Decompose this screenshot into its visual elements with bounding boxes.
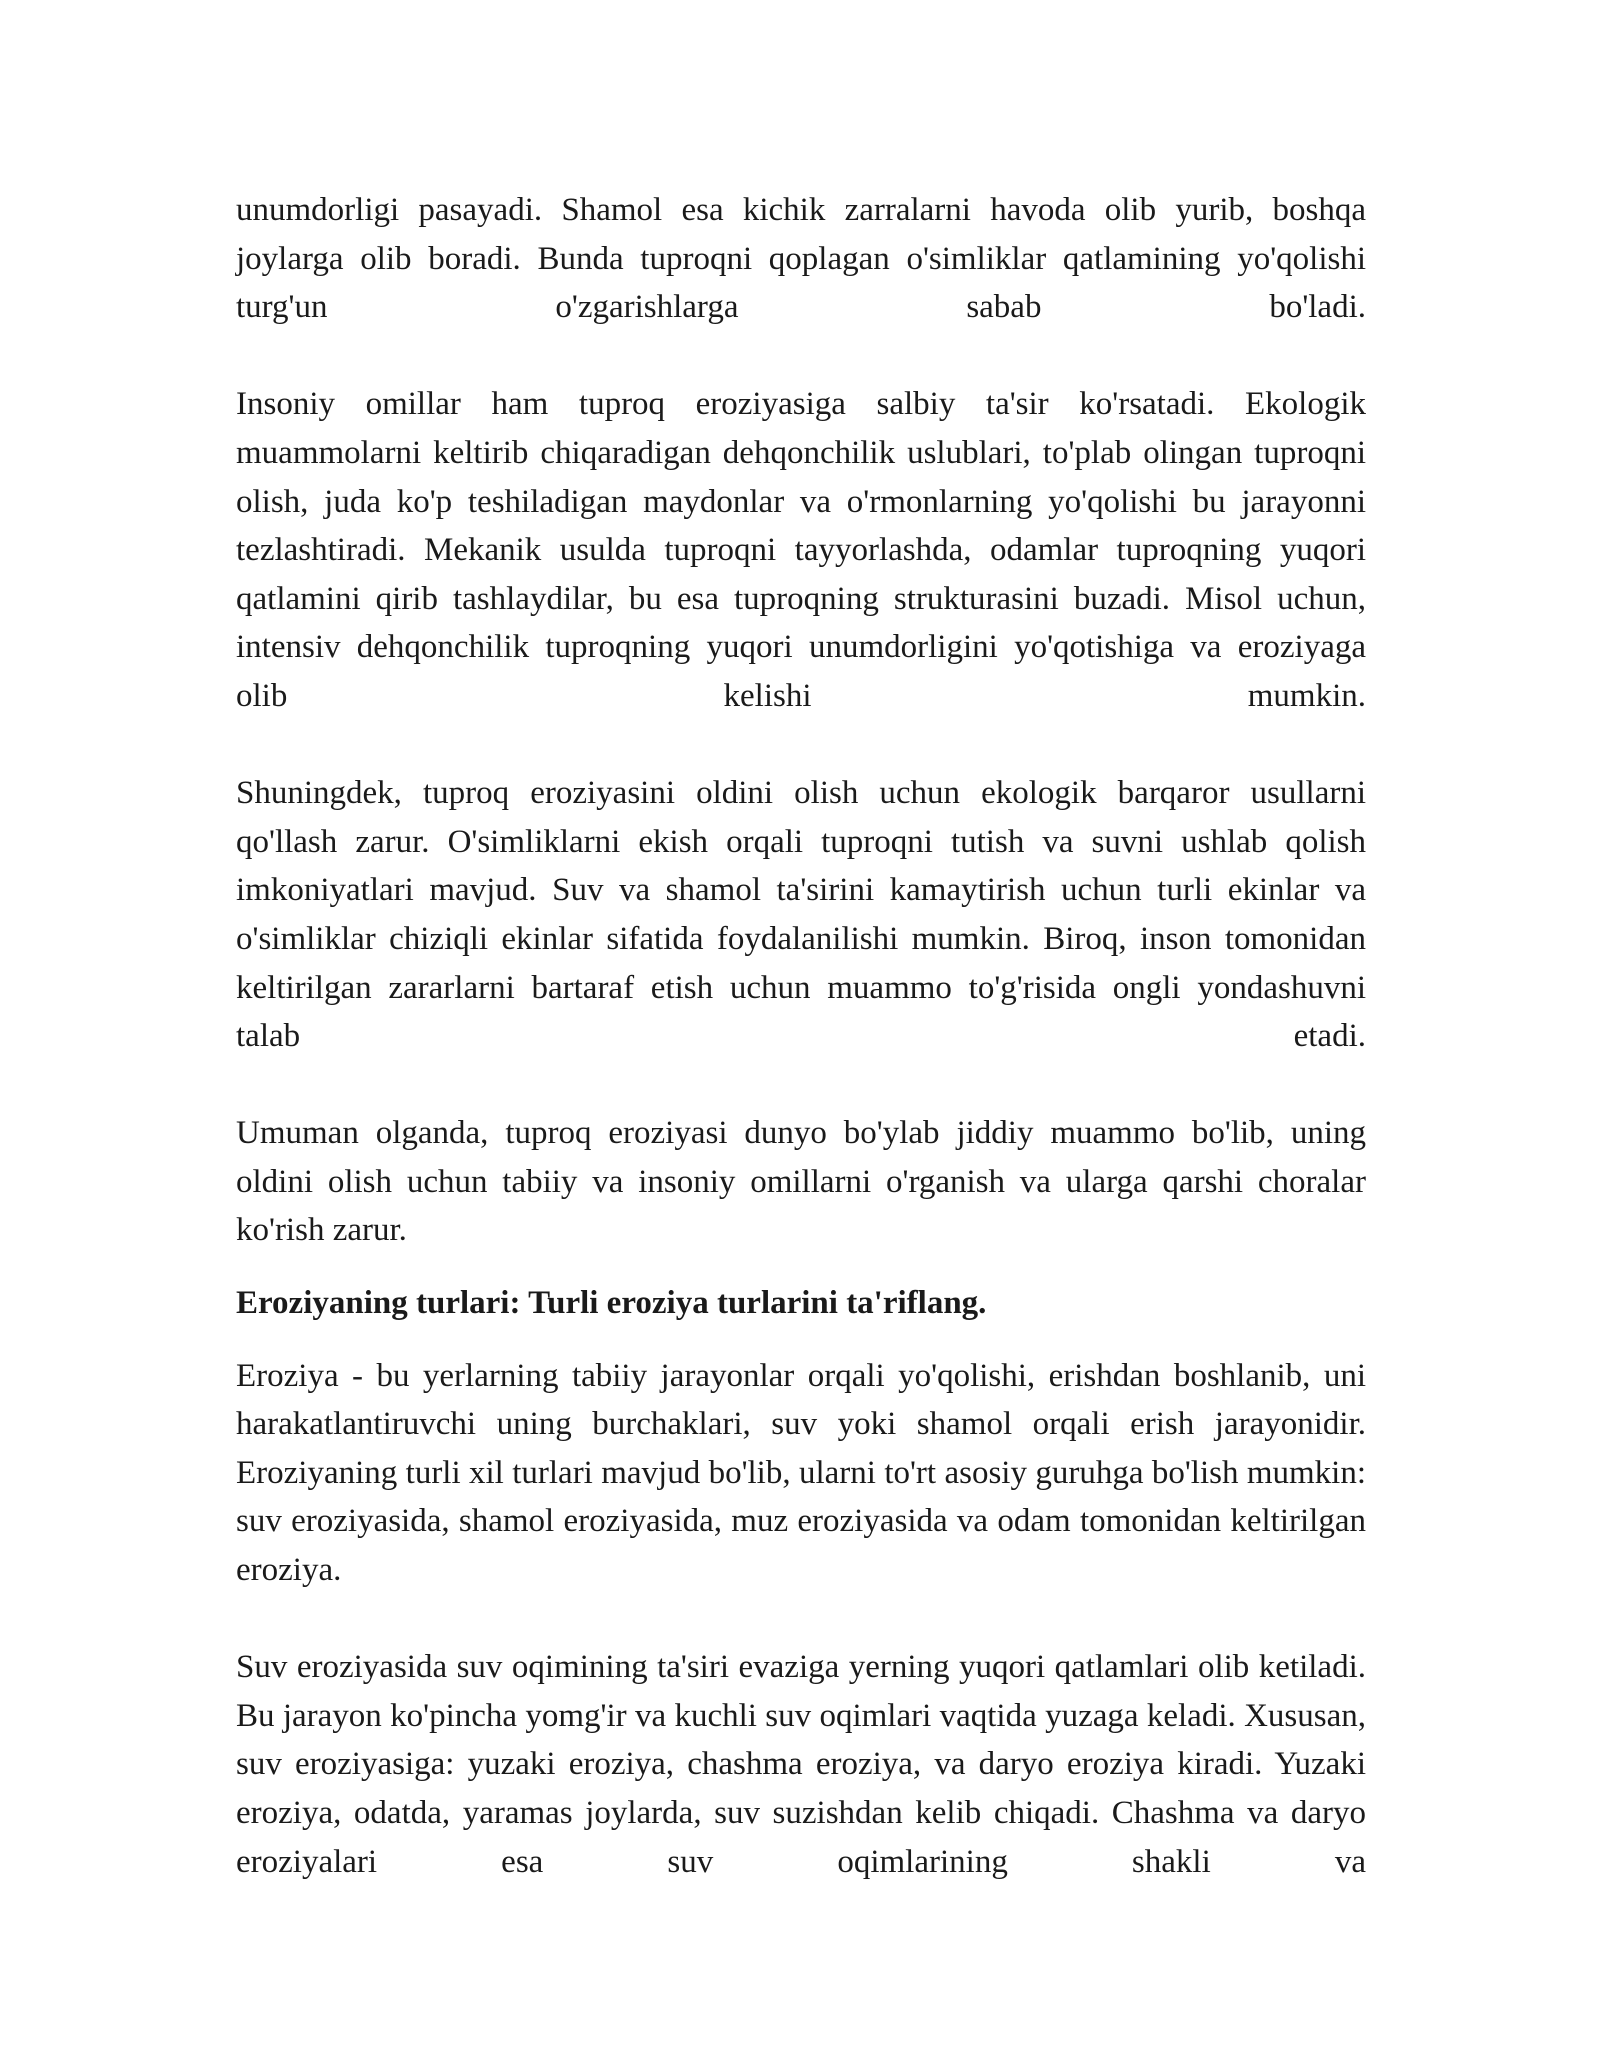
paragraph-5: Eroziya - bu yerlarning tabiiy jarayonlar orqali yo'qolishi, erishdan boshlanib, uni harakatlantiruvchi uning burchaklari, suv yoki shamol orqali erish jarayonidir. Eroziyaning turli xil turlari mavjud bo'lib, ularni to'rt asosiy guruhga bo'lish mumkin: suv eroziyasida, shamol eroziyasida, muz eroziyasida va odam tomonidan keltirilgan eroziya. (236, 1357, 1366, 1589)
paragraph-1: unumdorligi pasayadi. Shamol esa kichik zarralarni havoda olib yurib, boshqa joylarga olib boradi. Bunda tuproqni qoplagan o'simliklar qatlamining yo'qolishi turg'un o'zgarishlarga sabab bo'ladi. (236, 192, 1366, 326)
paragraph-2: Insoniy omillar ham tuproq eroziyasiga salbiy ta'sir ko'rsatadi. Ekologik muammolarni keltirib chiqaradigan dehqonchilik uslublari, to'plab olingan tuproqni olish, juda ko'p teshiladigan maydonlar va o'rmonlarning yo'qolishi bu jarayonni tezlashtiradi. Mekanik usulda tuproqni tayyorlashda, odamlar tuproqning yuqori qatlamini qirib tashlaydilar, bu esa tuproqning strukturasini buzadi. Misol uchun, intensiv dehqonchilik tuproqning yuqori unumdorligini yo'qotishiga va eroziyaga olib kelishi mumkin. (236, 386, 1366, 714)
paragraph-3: Shuningdek, tuproq eroziyasini oldini olish uchun ekologik barqaror usullarni qo'llash zarur. O'simliklarni ekish orqali tuproqni tutish va suvni ushlab qolish imkoniyatlari mavjud. Suv va shamol ta'sirini kamaytirish uchun turli ekinlar va o'simliklar chiziqli ekinlar sifatida foydalanilishi mumkin. Biroq, inson tomonidan keltirilgan zararlarni bartaraf etish uchun muammo to'g'risida ongli yondashuvni talab etadi. (236, 775, 1366, 1055)
paragraph-6: Suv eroziyasida suv oqimining ta'siri evaziga yerning yuqori qatlamlari olib ketiladi. Bu jarayon ko'pincha yomg'ir va kuchli suv oqimlari vaqtida yuzaga keladi. Xususan, suv eroziyasiga: yuzaki eroziya, chashma eroziya, va daryo eroziya kiradi. Yuzaki eroziya, odatda, yaramas joylarda, suv suzishdan kelib chiqadi. Chashma va daryo eroziyalari esa suv oqimlarining shakli va (236, 1649, 1366, 1880)
document-page (236, 186, 1366, 1935)
section-heading: Eroziyaning turlari: Turli eroziya turlarini ta'riflang. (236, 1285, 987, 1322)
paragraph-4: Umuman olganda, tuproq eroziyasi dunyo bo'ylab jiddiy muammo bo'lib, uning oldini olish uchun tabiiy va insoniy omillarni o'rganish va ularga qarshi choralar ko'rish zarur. (236, 1115, 1366, 1249)
